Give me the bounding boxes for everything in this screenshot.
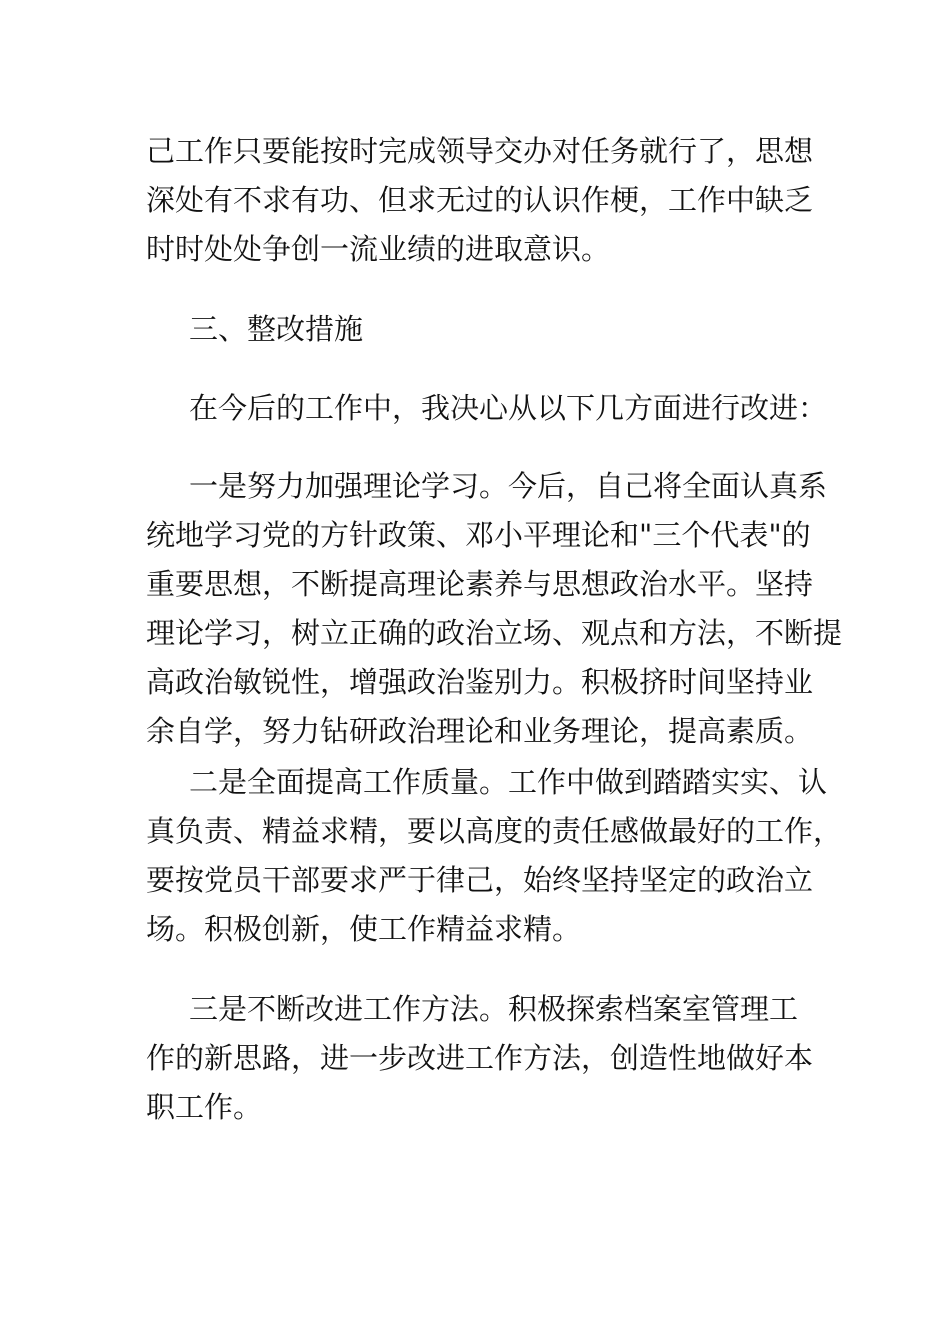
text-line: 时时处处争创一流业绩的进取意识。 [146, 232, 611, 266]
section-heading: 三、整改措施 [189, 312, 364, 346]
text-line: 二是全面提高工作质量。工作中做到踏踏实实、认 [189, 765, 828, 799]
text-line: 重要思想，不断提高理论素养与思想政治水平。坚持 [146, 567, 814, 601]
text-line: 理论学习，树立正确的政治立场、观点和方法，不断提 [146, 616, 843, 650]
intro-paragraph: 在今后的工作中，我决心从以下几方面进行改进： [189, 391, 828, 425]
text-line: 作的新思路，进一步改进工作方法，创造性地做好本 [146, 1041, 814, 1075]
text-line: 要按党员干部要求严于律己，始终坚持坚定的政治立 [146, 863, 814, 897]
text-line: 三是不断改进工作方法。积极探索档案室管理工 [189, 992, 799, 1026]
text-line: 职工作。 [146, 1090, 263, 1124]
text-line: 深处有不求有功、但求无过的认识作梗，工作中缺乏 [146, 183, 814, 217]
text-line: 场。积极创新，使工作精益求精。 [146, 912, 582, 946]
text-line: 一是努力加强理论学习。今后，自己将全面认真系 [189, 469, 828, 503]
text-line: 己工作只要能按时完成领导交办对任务就行了，思想 [146, 134, 814, 168]
text-line: 余自学，努力钻研政治理论和业务理论，提高素质。 [146, 714, 814, 748]
text-line: 统地学习党的方针政策、邓小平理论和"三个代表"的 [146, 518, 811, 552]
text-line: 真负责、精益求精，要以高度的责任感做最好的工作， [146, 814, 843, 848]
text-line: 高政治敏锐性，增强政治鉴别力。积极挤时间坚持业 [146, 665, 814, 699]
